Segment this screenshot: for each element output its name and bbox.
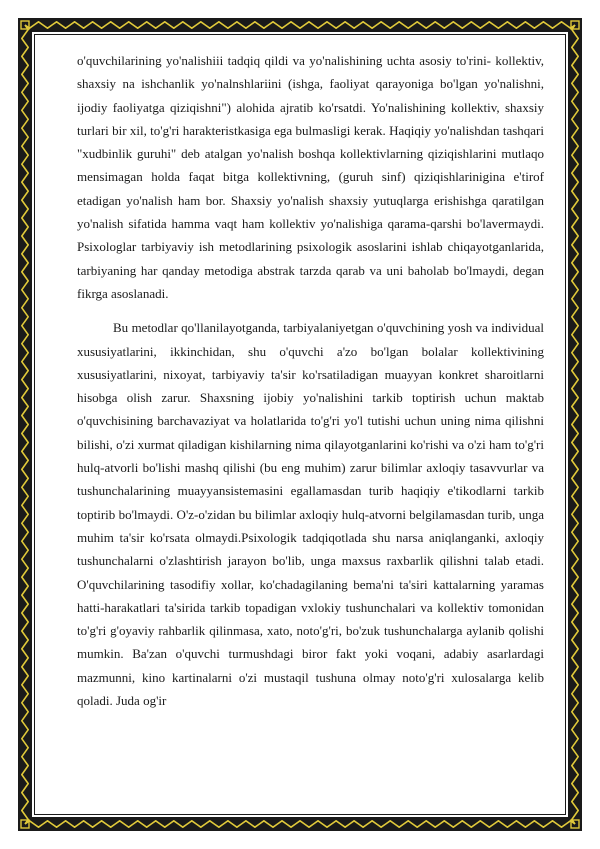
paragraph-1: o'quvchilarining yo'nalishiii tadqiq qildi va yo'nalishining uchta asosiy to'rini- kollektiv, shaxsiy na ishchanlik yo'nalnshlariini (ishga, faoliyat qarayoniga bo'lgan yo'nalishni, ijodiy faoliyatga qiziqishni") alohida ajratib ko'rsatdi. Yo'nalishining kollektiv, shaxsiy turlari bir xil, to'g'ri harakteristkasiga ega bulmasligi kerak. Haqiqiy yo'nalishdan tashqari "xudbinlik guruhi" deb atalgan yo'nalish boshqa kollektivlarning qiziqishlarini mutlaqo mensimagan holda faqat bitga kollektivning, (guruh sinf) qiziqishlarinigina e'tirof etadigan yo'nalish ham bor. Shaxsiy yo'nalish shaxsiy yutuqlarga erishishga qaratilgan yo'nalish sifatida hamma vaqt ham kollektiv yo'nalishiga qarama-qarshi bo'lavermaydi. Psixologlar tarbiyaviy ish metodlarining psixologik asoslarini ishlab chiqayotganlarida, tarbiyaning har qanday metodiga abstrak tarzda qarab va uni baholab bo'lmaydi, degan fikrga asoslanadi. [77, 53, 544, 301]
paragraph-2: Bu metodlar qo'llanilayotganda, tarbiyalaniyetgan o'quvchining yosh va individual xususiyatlarini, ikkinchidan, shu o'quvchi a'zo bo'lgan bolalar kollektivining xususiyatlarini, nixoyat, tarbiyaviy ta'sir ko'rsatiladigan muayyan konkret sharoitlarni hisobga olish zarur. Shaxsning ijobiy yo'nalishini tarkib toptirish uchun maktab o'quvchisining barchavaziyat va holatlarida to'g'ri yo'l tutishi uchun uning nima qilishni bilishi, o'zi xurmat qiladigan kishilarning nima qilayotganlarini ko'rishi va o'zi ham to'g'ri hulq-atvorli bo'lishi mashq qilishi (bu eng muhim) zarur bilimlar axloqiy tasavvurlar va tushunchalarining muayyansistemasini egallamasdan turib haqiqiy e'tikodlarni tarkib toptirib bo'lmaydi. O'z-o'zidan bu bilimlar axloqiy hulq-atvorni belgilamasdan turib, unga muhim ta'sir ko'rsata olmaydi.Psixologik tadqiqotlada shu narsa aniqlanganki, axloqiy tushunchalarni o'zlashtirish jarayon bo'lib, unga maxsus raxbarlik qilishni talab etadi. O'quvchilarining tasodifiy xollar, ko'chadagilaning bema'ni ta'siri kattalarning yaramas hatti-harakatlari ta'sirida tarkib topadigan vxlokiy tushunchalari va kollektiv tomonidan to'g'ri g'oyaviy rahbarlik qilinmasa, xato, noto'g'ri, bo'zuk tushunchalarga aylanib qolishi mumkin. Ba'zan o'quvchi turmushdagi biror fakt yoki voqani, adabiy asarlardagi mazmunni, kino kartinalarni o'zi mustaqil tushuna olmay noto'g'ri xulosalarga kelib qoladi. Juda og'ir [77, 320, 544, 709]
document-body [77, 49, 544, 723]
